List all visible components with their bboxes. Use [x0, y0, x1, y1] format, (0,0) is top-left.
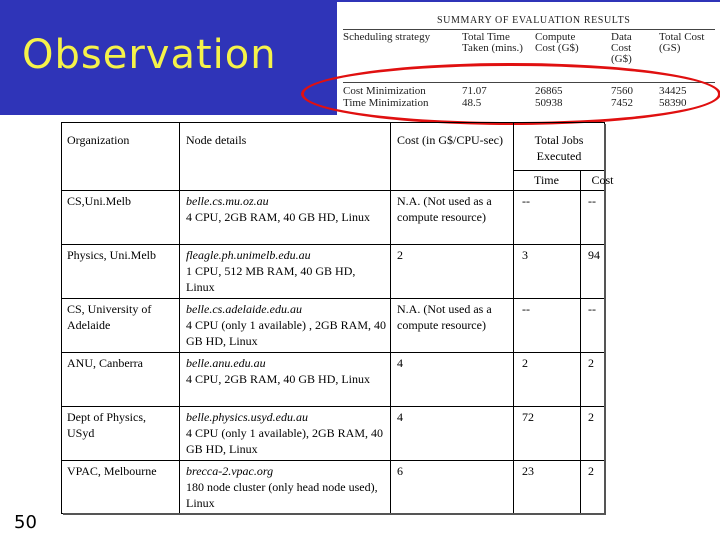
row-6-jobs-cost: 2: [588, 464, 594, 478]
summary-row-cost-min-data: 7560: [611, 85, 633, 97]
header-organization: Organization: [67, 133, 130, 147]
summary-row-cost-min-total: 34425: [659, 85, 687, 97]
page-number: 50: [14, 512, 37, 533]
row-3-organization: CS, University of Adelaide: [67, 302, 152, 332]
row-6-spec: 180 node cluster (only head node used), Linux: [186, 480, 378, 510]
row-6-time: 23: [522, 464, 534, 478]
summary-header-strategy: Scheduling strategy: [343, 31, 431, 43]
row-6-organization: VPAC, Melbourne: [67, 464, 157, 478]
summary-header-total-cost: Total Cost (GS): [659, 31, 705, 54]
row-3-cost: N.A. (Not used as a compute resource): [397, 302, 492, 332]
summary-title: SUMMARY OF EVALUATION RESULTS: [437, 15, 631, 26]
row-1-host: belle.cs.mu.oz.au: [186, 194, 269, 208]
row-6-cost: 6: [397, 464, 403, 478]
row-5-cost: 4: [397, 410, 403, 424]
summary-row-cost-min-strategy: Cost Minimization: [343, 85, 426, 97]
row-divider: [61, 190, 605, 191]
row-4-spec: 4 CPU, 2GB RAM, 40 GB HD, Linux: [186, 372, 371, 386]
row-2-time: 3: [522, 248, 528, 262]
row-4-time: 2: [522, 356, 528, 370]
row-5-organization: Dept of Physics, USyd: [67, 410, 146, 440]
summary-row-time-min-total: 58390: [659, 97, 687, 109]
column-divider: [580, 170, 581, 514]
header-jobs-cost: Cost: [591, 173, 614, 187]
row-6-host: brecca-2.vpac.org: [186, 464, 274, 478]
summary-header-compute-cost: Compute Cost (G$): [535, 31, 579, 54]
row-3-host: belle.cs.adelaide.edu.au: [186, 302, 302, 316]
row-divider: [61, 244, 605, 245]
row-3-spec: 4 CPU (only 1 available) , 2GB RAM, 40 GB HD, Linux: [186, 318, 386, 348]
highlight-ellipse: [301, 63, 720, 125]
summary-row-time-min-compute: 50938: [535, 97, 563, 109]
header-total-jobs: Total Jobs Executed: [534, 133, 584, 163]
slide-title: Observation: [22, 32, 277, 78]
row-2-host: fleagle.ph.unimelb.edu.au: [186, 248, 311, 262]
column-divider: [390, 122, 391, 514]
row-1-jobs-cost: --: [588, 194, 596, 208]
row-2-organization: Physics, Uni.Melb: [67, 248, 157, 262]
row-3-jobs-cost: --: [588, 302, 596, 316]
summary-row-time-min-strategy: Time Minimization: [343, 97, 429, 109]
table-shadow: [63, 513, 606, 515]
row-5-jobs-cost: 2: [588, 410, 594, 424]
row-4-jobs-cost: 2: [588, 356, 594, 370]
summary-header-data-cost: Data Cost (G$): [611, 31, 632, 65]
summary-header-time: Total Time Taken (mins.): [462, 31, 523, 54]
summary-row-cost-min-compute: 26865: [535, 85, 563, 97]
summary-row-time-min-time: 48.5: [462, 97, 482, 109]
row-divider: [61, 298, 605, 299]
row-4-cost: 4: [397, 356, 403, 370]
row-2-spec: 1 CPU, 512 MB RAM, 40 GB HD, Linux: [186, 264, 356, 294]
row-1-time: --: [522, 194, 530, 208]
row-divider: [61, 460, 605, 461]
summary-row-cost-min-time: 71.07: [462, 85, 487, 97]
row-5-spec: 4 CPU (only 1 available), 2GB RAM, 40 GB HD, Linux: [186, 426, 383, 456]
header-cost: Cost (in G$/CPU-sec): [397, 133, 503, 147]
row-2-jobs-cost: 94: [588, 248, 600, 262]
row-2-cost: 2: [397, 248, 403, 262]
row-5-host: belle.physics.usyd.edu.au: [186, 410, 308, 424]
row-1-cost: N.A. (Not used as a compute resource): [397, 194, 492, 224]
row-1-organization: CS,Uni.Melb: [67, 194, 132, 208]
column-divider: [179, 122, 180, 514]
row-1-spec: 4 CPU, 2GB RAM, 40 GB HD, Linux: [186, 210, 371, 224]
row-3-time: --: [522, 302, 530, 316]
row-divider: [61, 406, 605, 407]
header-time: Time: [534, 173, 559, 187]
summary-row-time-min-data: 7452: [611, 97, 633, 109]
row-divider: [61, 352, 605, 353]
header-node-details: Node details: [186, 133, 247, 147]
row-divider: [513, 170, 605, 171]
row-4-organization: ANU, Canberra: [67, 356, 143, 370]
row-5-time: 72: [522, 410, 534, 424]
summary-rule: [343, 29, 715, 30]
row-4-host: belle.anu.edu.au: [186, 356, 266, 370]
